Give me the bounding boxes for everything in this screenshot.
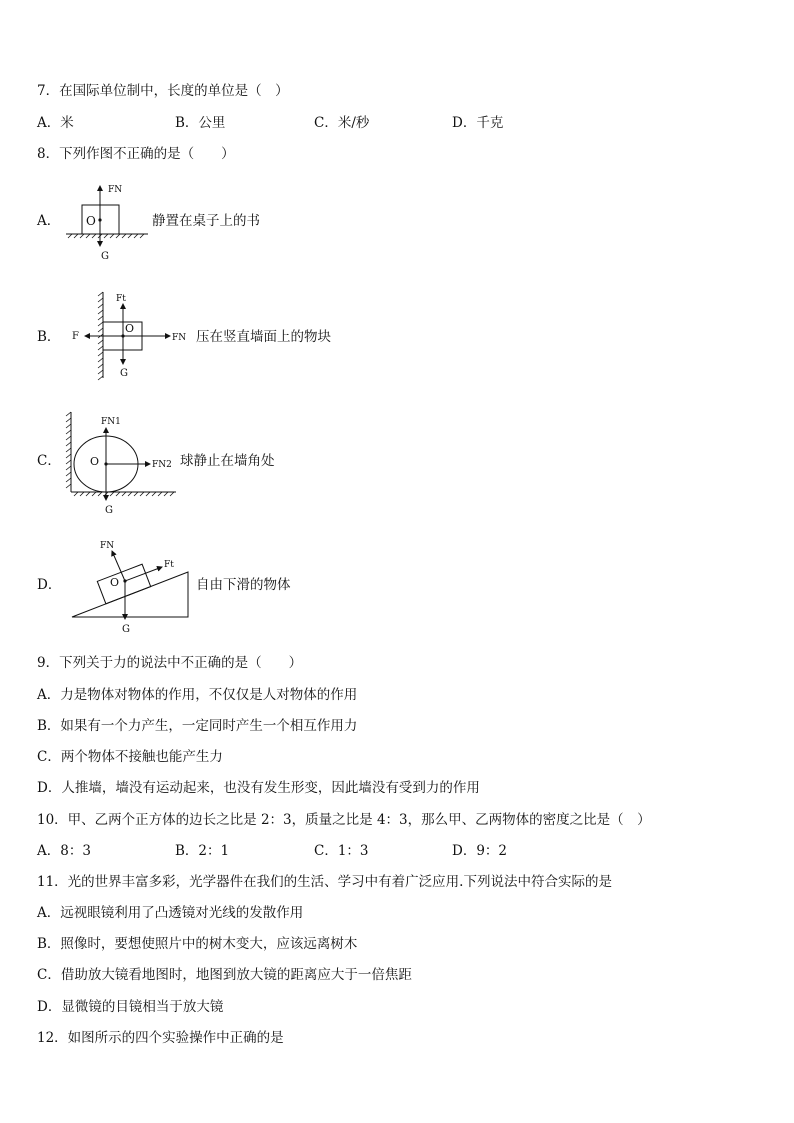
q11-option-c: C．借助放大镜看地图时，地图到放大镜的距离应大于一倍焦距 [37,967,412,983]
q8b-force-fn: FN [172,333,187,343]
q8d-force-g: G [122,624,130,635]
q11-option-b: B．照像时，要想使照片中的树木变大，应该远离树木 [37,936,358,952]
q8c-center-label: O [90,455,100,468]
q10-option-b: B．2：1 [175,843,230,859]
q8b-force-g: G [120,368,128,379]
q8-caption-a: 静置在桌子上的书 [152,213,260,229]
q11-option-a: A．远视眼镜利用了凸透镜对光线的发散作用 [37,905,304,921]
q8-diagram-b [66,290,190,382]
q7-option-b: B．公里 [175,115,226,131]
q8-diagram-c [66,410,178,516]
q8a-force-fn: FN [108,185,123,195]
q8c-force-fn2: FN2 [152,460,172,470]
q7-stem: 7．在国际单位制中，长度的单位是（ ） [37,83,289,99]
q8b-force-f: F [72,331,79,342]
q8-stem: 8．下列作图不正确的是（ ） [37,146,235,162]
q9-stem: 9．下列关于力的说法中不正确的是（ ） [37,655,303,671]
q8d-center-label: O [110,576,120,589]
q7-option-a: A．米 [37,115,74,131]
q8b-center-label: O [125,322,135,335]
q8-label-c: C． [37,453,61,469]
q8-caption-c: 球静止在墙角处 [180,453,275,469]
q9-option-a: A．力是物体对物体的作用，不仅仅是人对物体的作用 [37,687,358,703]
q10-option-a: A．8：3 [37,843,91,859]
q10-option-d: D．9：2 [452,843,508,859]
q9-option-d: D．人推墙，墙没有运动起来，也没有发生形变，因此墙没有受到力的作用 [37,780,480,796]
q11-option-d: D．显微镜的目镜相当于放大镜 [37,999,224,1015]
q12-stem: 12．如图所示的四个实验操作中正确的是 [37,1030,284,1046]
q8d-force-ft: Ft [164,560,174,570]
q8-label-d: D． [37,577,62,593]
q8-label-b: B． [37,329,61,345]
q8-caption-d: 自由下滑的物体 [196,577,291,593]
q8c-force-g: G [105,505,113,516]
q9-option-b: B．如果有一个力产生，一定同时产生一个相互作用力 [37,718,358,734]
q8a-center-label: O [86,214,96,228]
q11-stem: 11．光的世界丰富多彩，光学器件在我们的生活、学习中有着广泛应用.下列说法中符合实际的是 [37,874,612,890]
q7-option-d: D．千克 [452,115,504,131]
q8-diagram-a [60,180,150,262]
q8-diagram-d [70,537,192,637]
q10-option-c: C．1：3 [314,843,369,859]
q8-caption-b: 压在竖直墙面上的物块 [196,329,331,345]
q7-option-c: C．米/秒 [314,115,370,131]
q10-stem: 10．甲、乙两个正方体的边长之比是 2：3，质量之比是 4：3，那么甲、乙两物体的密度之比是（ ） [37,812,651,828]
q8c-force-fn1: FN1 [101,417,121,427]
q8d-force-fn: FN [100,541,115,551]
q8b-force-ft: Ft [116,294,126,304]
q9-option-c: C．两个物体不接触也能产生力 [37,749,223,765]
q8a-force-g: G [101,251,109,262]
q8-label-a: A． [37,213,61,229]
